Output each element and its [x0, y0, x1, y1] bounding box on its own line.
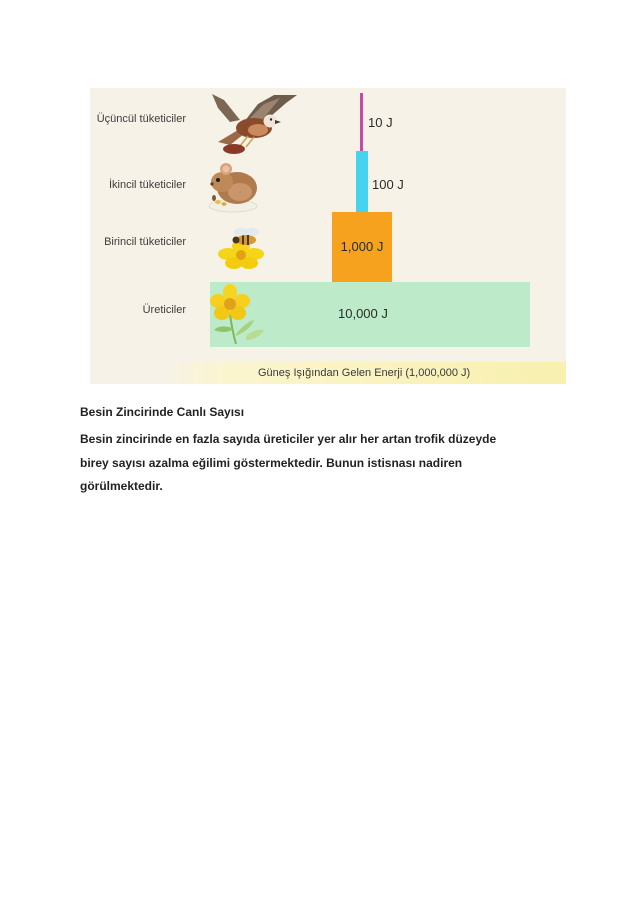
- primary-energy-value: 1,000 J: [340, 239, 384, 254]
- section-paragraph: [80, 428, 496, 499]
- secondary-consumers-label: İkincil tüketiciler: [108, 179, 186, 191]
- producer-energy-value: 10,000 J: [338, 306, 388, 321]
- bee-on-flower-icon: [208, 226, 274, 270]
- tertiary-consumers-label: Üçüncül tüketiciler: [96, 113, 186, 125]
- hawk-icon: [200, 92, 300, 156]
- mouse-icon: [204, 158, 262, 214]
- tertiary-consumers-energy-bar: [360, 93, 363, 151]
- secondary-consumers-energy-bar: [356, 151, 368, 212]
- secondary-energy-value: 100 J: [372, 177, 404, 192]
- flower-icon: [206, 284, 272, 346]
- primary-consumers-label: Birincil tüketiciler: [104, 236, 186, 248]
- sunlight-energy-label: Güneş Işığından Gelen Enerji (1,000,000 J): [258, 367, 471, 379]
- paragraph-line: birey sayısı azalma eğilimi göstermektedir. Bunun istisnası nadiren: [80, 455, 463, 470]
- section-heading: Besin Zincirinde Canlı Sayısı: [80, 405, 245, 419]
- sunlight-energy-strip: [90, 362, 566, 384]
- producers-label: Üreticiler: [142, 304, 186, 316]
- paragraph-line: Besin zincirinde en fazla sayıda üreticiler yer alır her artan trofik düzeyde: [80, 432, 497, 446]
- paragraph-line: görülmektedir.: [80, 479, 163, 493]
- energy-pyramid-figure: [90, 88, 566, 384]
- tertiary-energy-value: 10 J: [368, 115, 393, 130]
